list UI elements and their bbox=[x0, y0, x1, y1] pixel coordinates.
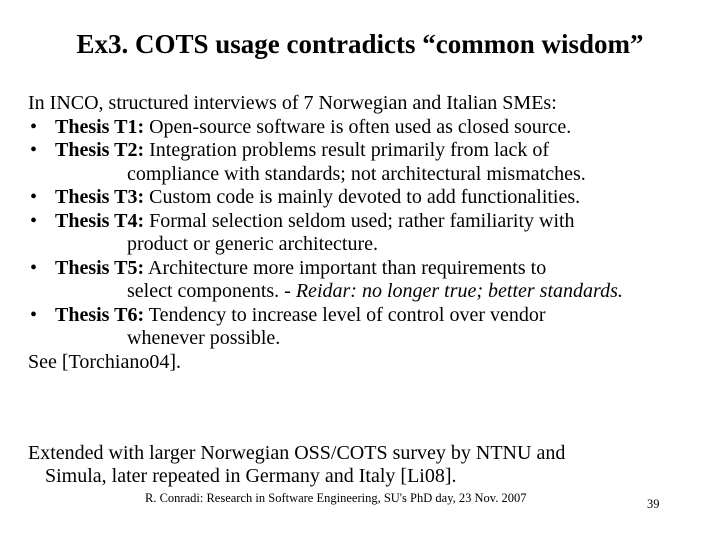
thesis-label: Thesis T3: bbox=[55, 186, 145, 208]
thesis-text: Open-source software is often used as closed source. bbox=[144, 115, 572, 138]
thesis-label: Thesis T2: bbox=[55, 139, 145, 161]
extended-survey-text bbox=[28, 442, 708, 488]
bullet-icon: • bbox=[30, 186, 38, 208]
thesis-item-t1 bbox=[28, 116, 708, 140]
bullet-icon: • bbox=[30, 139, 38, 161]
thesis-label: Thesis T5: bbox=[55, 256, 145, 279]
thesis-text: Custom code is mainly devoted to add functionalities. bbox=[144, 186, 581, 208]
thesis-item-t2 bbox=[28, 139, 708, 186]
extended-line-1: Extended with larger Norwegian OSS/COTS survey by NTNU and bbox=[28, 442, 566, 464]
thesis-text-continued: select components. - bbox=[127, 280, 296, 302]
thesis-text: Tendency to increase level of control over vendor bbox=[144, 303, 546, 326]
bullet-icon: • bbox=[30, 115, 38, 138]
thesis-label: Thesis T6: bbox=[55, 303, 145, 326]
thesis-item-t3 bbox=[28, 186, 708, 210]
bullet-icon: • bbox=[30, 303, 38, 326]
slide-footer: R. Conradi: Research in Software Engineering, SU's PhD day, 23 Nov. 2007 bbox=[145, 491, 527, 505]
thesis-text-continued: compliance with standards; not architectural mismatches. bbox=[127, 162, 586, 185]
slide-title: Ex3. COTS usage contradicts “common wisdom” bbox=[76, 29, 644, 59]
thesis-item-t4 bbox=[28, 210, 708, 257]
thesis-label: Thesis T4: bbox=[55, 209, 145, 232]
slide-body bbox=[28, 92, 708, 374]
bullet-icon: • bbox=[30, 209, 38, 232]
thesis-text: Architecture more important than requirements to bbox=[144, 256, 547, 279]
page-number: 39 bbox=[647, 497, 660, 511]
bullet-icon: • bbox=[30, 256, 38, 279]
thesis-text-continued: product or generic architecture. bbox=[127, 233, 378, 255]
extended-line-2: Simula, later repeated in Germany and Italy [Li08]. bbox=[45, 465, 457, 487]
thesis-item-t6 bbox=[28, 304, 708, 351]
thesis-text: Formal selection seldom used; rather familiarity with bbox=[144, 209, 575, 232]
thesis-remark: Reidar: no longer true; better standards. bbox=[295, 280, 623, 302]
thesis-text: Integration problems result primarily from lack of bbox=[144, 139, 549, 161]
reference-text: See [Torchiano04]. bbox=[28, 350, 181, 373]
intro-text: In INCO, structured interviews of 7 Norwegian and Italian SMEs: bbox=[28, 92, 557, 114]
thesis-item-t5 bbox=[28, 257, 708, 304]
thesis-text-continued: whenever possible. bbox=[127, 327, 281, 349]
thesis-label: Thesis T1: bbox=[55, 115, 145, 138]
